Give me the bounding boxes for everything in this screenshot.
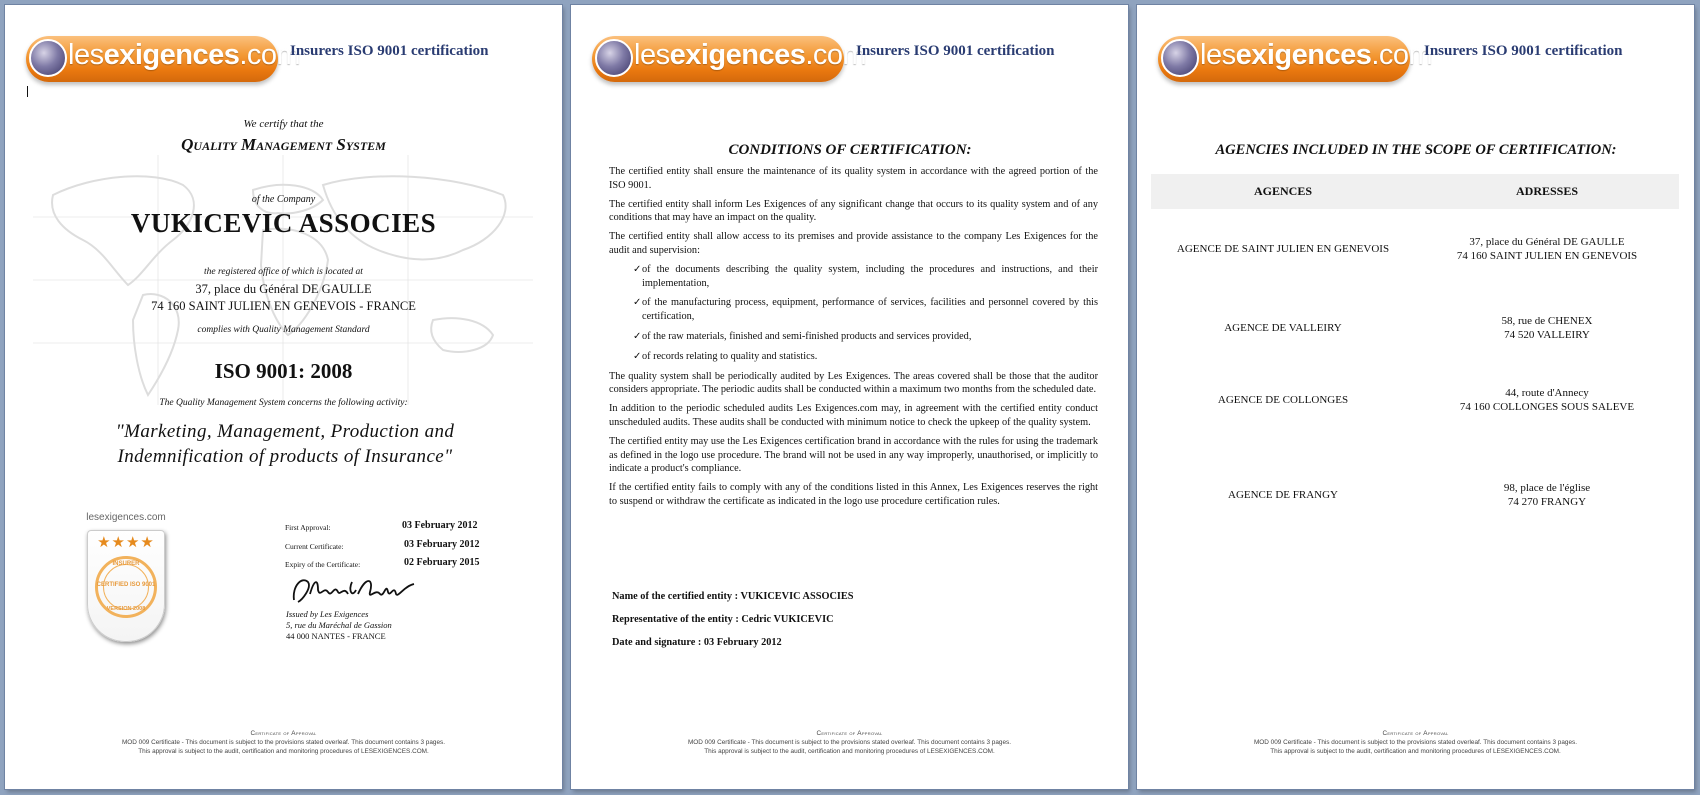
header-title: Insurers ISO 9001 certification bbox=[1424, 43, 1623, 59]
agency-name: AGENCE DE FRANGY bbox=[1228, 489, 1338, 501]
entity-block bbox=[612, 591, 854, 660]
condition-paragraph: The certified entity shall ensure the maintenance of its quality system in accordance with the agreed portion of the ISO 9001. bbox=[609, 166, 1098, 191]
star-icons: ★★★★ bbox=[97, 535, 155, 551]
condition-paragraph: The certified entity shall allow access to its premises and provide assistance to the company Les Exigences for the audit and supervision: bbox=[609, 231, 1098, 256]
certificate-dates bbox=[285, 519, 505, 575]
check-icon: ✓ bbox=[633, 330, 642, 342]
seal-top-text: INSURER bbox=[112, 561, 140, 567]
we-certify: We certify that the bbox=[243, 118, 324, 130]
address-line-2: 74 160 SAINT JULIEN EN GENEVOIS - FRANCE bbox=[151, 299, 416, 313]
first-approval-label: First Approval: bbox=[285, 523, 331, 532]
agency-address: 37, place du Général DE GAULLE 74 160 SAINT JULIEN EN GENEVOIS bbox=[1456, 236, 1638, 262]
agencies-table bbox=[1151, 174, 1679, 557]
complies-label: complies with Quality Management Standard bbox=[197, 325, 370, 335]
logo-text: lesexigences.com bbox=[1200, 39, 1433, 71]
condition-paragraph: The certified entity shall inform Les Exigences of any significant change that occurs to its quality system and of any conditions that may have an impact on the quality. bbox=[609, 198, 1098, 224]
header-title: Insurers ISO 9001 certification bbox=[856, 43, 1055, 59]
globe-icon bbox=[1161, 39, 1199, 77]
first-approval-date: 03 February 2012 bbox=[402, 520, 478, 531]
agency-name: AGENCE DE COLLONGES bbox=[1217, 394, 1349, 406]
check-icon: ✓ bbox=[633, 350, 642, 362]
list-item: ✓ of the documents describing the quality system, including the procedures and instructions, and their implementation, bbox=[633, 263, 1098, 289]
globe-icon bbox=[595, 39, 633, 77]
of-company: of the Company bbox=[251, 194, 316, 205]
footer-line-2: This approval is subject to the audit, certification and monitoring procedures of LESEXIGENCES.COM. bbox=[704, 748, 995, 755]
issuer-block bbox=[286, 609, 392, 642]
agency-name: AGENCE DE SAINT JULIEN EN GENEVOIS bbox=[1176, 243, 1390, 255]
condition-paragraph: The certified entity may use the Les Exigences certification brand in accordance with the rules for using the trademark as defined in the logo use procedure. The brand will not be used in any way improperly, unauthorised, or implicitly to indicate a product's compliance. bbox=[609, 435, 1098, 475]
agency-address: 98, place de l'église 74 270 FRANGY bbox=[1503, 482, 1591, 508]
entity-name: Name of the certified entity : VUKICEVIC ASSOCIES bbox=[612, 591, 854, 602]
header-title: Insurers ISO 9001 certification bbox=[290, 43, 489, 59]
table-row bbox=[1151, 209, 1679, 289]
seal-mid-text: CERTIFIED ISO 9001 bbox=[96, 582, 156, 588]
expiry-label: Expiry of the Certificate: bbox=[285, 560, 361, 569]
conditions-body bbox=[609, 165, 1098, 514]
current-certificate-label: Current Certificate: bbox=[285, 541, 344, 551]
certificate-page bbox=[5, 5, 562, 789]
issuer-line-2: 5, rue du Maréchal de Gassion bbox=[286, 620, 392, 630]
list-item: ✓ of records relating to quality and statistics. bbox=[633, 350, 818, 362]
seal-bottom-text: VERSION 2008 bbox=[106, 606, 146, 612]
iso-standard: ISO 9001: 2008 bbox=[214, 359, 353, 383]
expiry-date: 02 February 2015 bbox=[404, 557, 480, 568]
footer-caption: Certificate of Approval bbox=[250, 730, 317, 737]
issuer-line-1: Issued by Les Exigences bbox=[286, 609, 369, 619]
conditions-title: CONDITIONS OF CERTIFICATION: bbox=[728, 142, 972, 158]
current-certificate-date: 03 February 2012 bbox=[404, 538, 480, 550]
address-line-1: 37, place du Général DE GAULLE bbox=[195, 282, 372, 296]
footer-line-1: MOD 009 Certificate - This document is subject to the provisions stated overleaf. This document contains 3 pages. bbox=[687, 739, 1011, 746]
page-footer bbox=[65, 729, 502, 756]
column-header-adresses: ADRESSES bbox=[1415, 174, 1679, 209]
qms-heading: Quality Management System bbox=[181, 135, 386, 154]
conditions-page bbox=[571, 5, 1128, 789]
page-footer bbox=[631, 729, 1068, 756]
activity-text: "Marketing, Management, Production and Indemnification of products of Insurance" bbox=[115, 421, 455, 467]
signature-image bbox=[288, 572, 418, 606]
text-cursor bbox=[27, 86, 28, 97]
agency-address: 44, route d'Annecy 74 160 COLLONGES SOUS SALEVE bbox=[1459, 387, 1635, 413]
footer-line-1: MOD 009 Certificate - This document is subject to the provisions stated overleaf. This document contains 3 pages. bbox=[121, 739, 445, 746]
condition-paragraph: In addition to the periodic scheduled audits Les Exigences.com may, in agreement with the certified entity conduct unscheduled audits. These audits shall be conducted with minimum notice to check the upkeep of the quality system. bbox=[609, 403, 1098, 428]
footer-line-1: MOD 009 Certificate - This document is subject to the provisions stated overleaf. This document contains 3 pages. bbox=[1253, 739, 1577, 746]
audit-scope-list bbox=[609, 263, 1098, 364]
lesexigences-logo bbox=[592, 36, 867, 82]
agencies-title: AGENCIES INCLUDED IN THE SCOPE OF CERTIFICATION: bbox=[1215, 142, 1617, 158]
date-signature: Date and signature : 03 February 2012 bbox=[612, 637, 782, 648]
issuer-line-3: 44 000 NANTES - FRANCE bbox=[286, 631, 386, 641]
certification-seal bbox=[87, 530, 165, 642]
table-row bbox=[1151, 433, 1679, 557]
seal-site: lesexigences.com bbox=[86, 512, 166, 523]
entity-representative: Representative of the entity : Cedric VUKICEVIC bbox=[612, 614, 834, 625]
agency-name: AGENCE DE VALLEIRY bbox=[1224, 322, 1342, 334]
lesexigences-logo bbox=[1158, 36, 1433, 82]
condition-paragraph: The quality system shall be periodically audited by Les Exigences. The areas covered shall be those that the auditor considers appropriate. The periodic audits shall be conducted within a maximum two months from the scheduled date. bbox=[609, 370, 1098, 396]
list-item: ✓ of the raw materials, finished and semi-finished products and services provided, bbox=[633, 330, 972, 342]
footer-caption: Certificate of Approval bbox=[816, 730, 883, 737]
list-item: ✓ of the manufacturing process, equipment, performance of services, facilities and personnel covered by this certification, bbox=[633, 297, 1098, 323]
check-icon: ✓ bbox=[633, 263, 642, 275]
condition-paragraph: If the certified entity fails to comply with any of the conditions listed in this Annex, Les Exigences reserves the right to suspend or withdraw the certificate as indicated in the logo use procedure certification rules. bbox=[609, 482, 1098, 507]
company-name: VUKICEVIC ASSOCIES bbox=[130, 208, 437, 238]
agency-address: 58, rue de CHENEX 74 520 VALLEIRY bbox=[1501, 315, 1593, 341]
check-icon: ✓ bbox=[633, 297, 642, 309]
table-row bbox=[1151, 367, 1679, 433]
lesexigences-logo bbox=[26, 36, 301, 82]
footer-line-2: This approval is subject to the audit, certification and monitoring procedures of LESEXIGENCES.COM. bbox=[1270, 748, 1561, 755]
activity-intro: The Quality Management System concerns the following activity: bbox=[159, 398, 408, 408]
footer-caption: Certificate of Approval bbox=[1382, 730, 1449, 737]
agencies-page bbox=[1137, 5, 1694, 789]
logo-text: lesexigences.com bbox=[68, 39, 301, 71]
column-header-agences: AGENCES bbox=[1151, 174, 1415, 209]
registered-office-label: the registered office of which is located at bbox=[204, 267, 363, 277]
globe-icon bbox=[29, 39, 67, 77]
table-header-row bbox=[1151, 174, 1679, 209]
footer-line-2: This approval is subject to the audit, certification and monitoring procedures of LESEXIGENCES.COM. bbox=[138, 748, 429, 755]
page-footer bbox=[1197, 729, 1634, 756]
logo-text: lesexigences.com bbox=[634, 39, 867, 71]
table-row bbox=[1151, 289, 1679, 367]
